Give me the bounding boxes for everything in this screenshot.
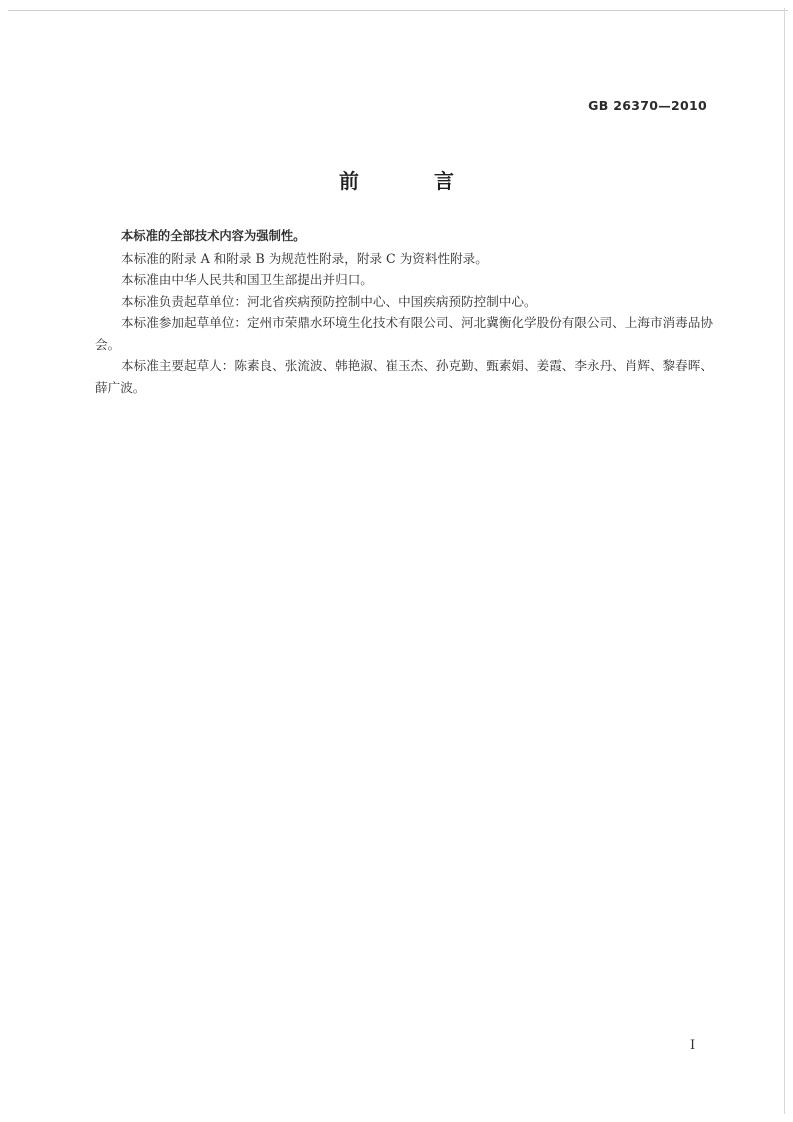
paragraph-annexes: 本标准的附录 A 和附录 B 为规范性附录，附录 C 为资料性附录。: [121, 250, 488, 266]
page-number: I: [690, 1038, 696, 1053]
paragraph-participating-drafters: 本标准参加起草单位：定州市荣鼎水环境生化技术有限公司、河北冀衡化学股份有限公司、上海市消毒品协会。: [95, 315, 713, 352]
page-title: 前 言: [339, 169, 488, 193]
paragraph-proposer: 本标准由中华人民共和国卫生部提出并归口。: [121, 272, 373, 287]
scan-top-edge: [8, 10, 788, 11]
paragraph-main-drafters: 本标准主要起草人：陈素良、张流波、韩艳淑、崔玉杰、孙克勤、甄素娟、姜霞、李永丹、肖辉、黎春晖、薛广波。: [95, 358, 713, 395]
document-code: GB 26370—2010: [588, 98, 707, 113]
foreword-body: [95, 226, 715, 398]
paragraph-mandatory-statement: 本标准的全部技术内容为强制性。: [121, 229, 306, 243]
paragraph-lead-drafters: 本标准负责起草单位：河北省疾病预防控制中心、中国疾病预防控制中心。: [121, 293, 537, 309]
